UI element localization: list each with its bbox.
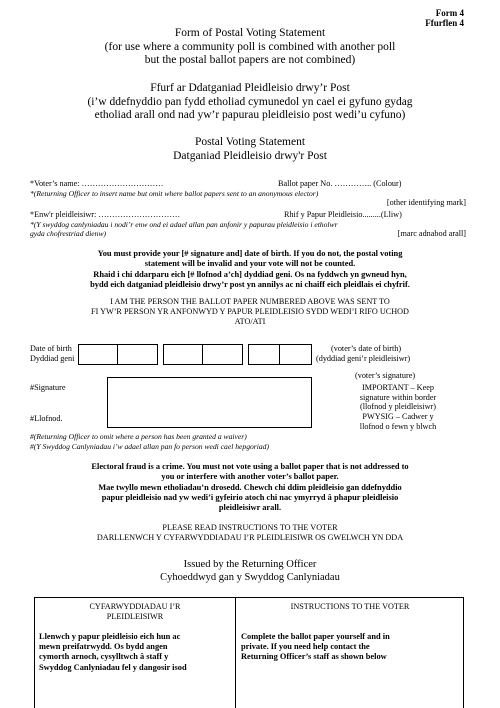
waiver-note-en: #(Returning Officer to omit where a person has been granted a waiver) — [30, 432, 247, 441]
fraud-warning-line: Electoral fraud is a crime. You must not vote using a ballot paper that is not addressed to — [91, 462, 409, 471]
instructions-cy-heading-line: PLEIDLEISIWR — [106, 612, 164, 621]
instructions-en-column — [241, 602, 459, 663]
signature-important-line: signature within border — [359, 392, 437, 402]
dob-month-box[interactable] — [163, 344, 243, 365]
warning-en — [30, 249, 470, 269]
signature-label-en: #Signature — [30, 383, 66, 392]
subtitle-cy: Datganiad Pleidleisio drwy'r Post — [173, 149, 327, 162]
title-cy — [30, 82, 470, 123]
read-instructions-line: PLEASE READ INSTRUCTIONS TO THE VOTER — [162, 523, 338, 532]
dob-day-box[interactable] — [78, 344, 158, 365]
declaration — [30, 297, 470, 327]
instructions-cy-body-line: mewn preifatrwydd. Os bydd angen — [39, 642, 168, 652]
form-number-cy: Ffurflen 4 — [425, 18, 464, 28]
title-en — [30, 27, 470, 68]
fraud-warning-line: Mae twyllo mewn etholiadau’n drosedd. Chewch chi ddim pleidleisio gan ddefnyddio — [98, 483, 402, 492]
title-en-line: but the postal ballot papers are not combined) — [144, 54, 356, 67]
warning-en-line: You must provide your [# signature and] date of birth. If you do not, the postal voting — [97, 249, 403, 258]
dob-year-divider — [279, 345, 280, 364]
fraud-warning-line: pleidleisiwr arall. — [218, 503, 282, 513]
signature-hint: (voter’s signature) — [355, 371, 416, 380]
instructions-table — [34, 597, 464, 708]
instructions-en-body-line: Returning Officer’s staff as shown below — [241, 652, 387, 662]
warning-cy — [30, 270, 470, 290]
form-number — [425, 8, 464, 28]
title-en-line: (for use where a community poll is combined with another poll — [104, 40, 396, 53]
title-cy-line: Ffurf ar Ddatganiad Pleidleisio drwy’r Post — [150, 82, 350, 94]
instructions-cy-body-line: cymorth arnoch, cysylltwch â staff y — [39, 652, 169, 662]
subtitle — [30, 136, 470, 163]
signature-important-line: IMPORTANT – Keep — [362, 383, 434, 392]
form-number-en: Form 4 — [435, 8, 464, 18]
warning-cy-line: Rhaid i chi ddarparu eich [# llofnod a’ch] dyddiad geni. Os na fyddwch yn gwneud hyn, — [93, 270, 407, 279]
signature-box[interactable] — [107, 377, 312, 428]
voter-name-note-cy-2: gyda chofrestriad dienw) — [30, 229, 107, 238]
fraud-warning-line: you or interfere with another voter’s ballot paper. — [161, 472, 339, 482]
fraud-warning-line: papur pleidleisio nad yw wedi’i gyfeirio atoch chi nac ymyrryd â phapur pleidleisio — [101, 493, 399, 503]
instructions-en-body — [241, 632, 459, 663]
instructions-cy-column — [39, 602, 231, 673]
voter-name-note-cy: *(Y swyddog canlyniadau i nodi’r enw ond ei adael allan pan anfonir y papurau pleidleisio i etholwr — [30, 220, 338, 229]
signature-important-line: llofnod o fewn y blwch — [359, 421, 437, 431]
instructions-en-heading — [241, 602, 459, 612]
signature-important-cy — [318, 412, 478, 431]
dob-month-divider — [202, 345, 203, 364]
ballot-paper-number-cy: Rhif y Papur Pleidleisio.........(Lliw) — [284, 210, 402, 219]
issued-by — [30, 559, 470, 584]
subtitle-en: Postal Voting Statement — [194, 136, 306, 148]
voter-name-note: *(Returning Officer to insert name but omit where ballot papers sent to an anonymous elector) — [30, 189, 319, 198]
declaration-line: FI YW’R PERSON YR ANFONWYD Y PAPUR PLEIDLEISIO SYDD WEDI’I RIFO UCHOD — [91, 307, 409, 316]
dob-label-cy: Dyddiad geni — [30, 354, 75, 363]
dob-day-divider — [117, 345, 118, 364]
declaration-line: ATO/ATI — [234, 317, 266, 326]
issued-by-en: Issued by the Returning Officer — [183, 559, 317, 570]
warning-en-line: statement will be invalid and your vote will not be counted. — [144, 259, 356, 269]
instructions-en-heading-line: INSTRUCTIONS TO THE VOTER — [290, 602, 410, 611]
table-divider — [235, 598, 236, 708]
signature-label-cy: #Llofnod. — [30, 414, 63, 423]
identifying-mark-note-cy: [marc adnabod arall] — [397, 229, 466, 238]
instructions-cy-heading-line: CYFARWYDDIADAU I’R — [89, 602, 181, 611]
waiver-note-cy: #(Y Swyddog Canlyniadau i’w adael allan pan fo person wedi cael hepgoriad) — [30, 442, 269, 451]
signature-important-line: (llofnod y pleidleisiwr) — [360, 402, 436, 412]
ballot-paper-number: Ballot paper No. ………….. (Colour) — [278, 179, 402, 188]
title-cy-line: etholiad arall ond nad yw’r papurau pleidleisio post wedi’u cyfuno) — [94, 109, 406, 122]
read-instructions — [30, 523, 470, 543]
voter-name-field-cy[interactable]: *Enw'r pleidleisiwr: ………………………… — [30, 210, 181, 219]
fraud-warning-cy — [30, 483, 470, 514]
read-instructions-line: DARLLENWCH Y CYFARWYDDIADAU I’R PLEIDLEISIWR OS GWELWCH YN DDA — [96, 533, 404, 542]
dob-label-en: Date of birth — [30, 344, 72, 353]
dob-hint-en: (voter’s date of birth) — [331, 344, 402, 353]
fraud-warning-en — [30, 462, 470, 482]
instructions-en-body-line: Complete the ballot paper yourself and in — [241, 632, 390, 641]
declaration-line: I AM THE PERSON THE BALLOT PAPER NUMBERED ABOVE WAS SENT TO — [110, 297, 390, 306]
issued-by-cy: Cyhoeddwyd gan y Swyddog Canlyniadau — [160, 571, 340, 583]
voter-name-field[interactable]: *Voter’s name: ………………………… — [30, 179, 164, 188]
warning-cy-line: bydd eich datganiad pleidleisio drwy’r post yn annilys ac ni chaiff eich pleidlais ei chyfrif. — [90, 280, 410, 290]
title-cy-line: (i’w ddefnyddio pan fydd etholiad cymunedol yn cael ei gyfuno gydag — [87, 95, 413, 108]
instructions-cy-body-line: Swyddog Canlyniadau fel y dangosir isod — [39, 662, 187, 672]
instructions-cy-heading — [39, 602, 231, 622]
instructions-en-body-line: private. If you need help contact the — [241, 642, 370, 652]
instructions-cy-body-line: Llenwch y papur pleidleisio eich hun ac — [39, 632, 181, 641]
title-en-line: Form of Postal Voting Statement — [174, 27, 326, 39]
instructions-cy-body — [39, 632, 231, 673]
identifying-mark-note: [other identifying mark] — [386, 198, 466, 207]
signature-important-en — [318, 383, 478, 412]
dob-year-box[interactable] — [248, 344, 312, 365]
dob-hint-cy: (dyddiad geni’r pleidleisiwr) — [316, 354, 411, 363]
signature-important-line: PWYSIG – Cadwer y — [362, 412, 434, 421]
